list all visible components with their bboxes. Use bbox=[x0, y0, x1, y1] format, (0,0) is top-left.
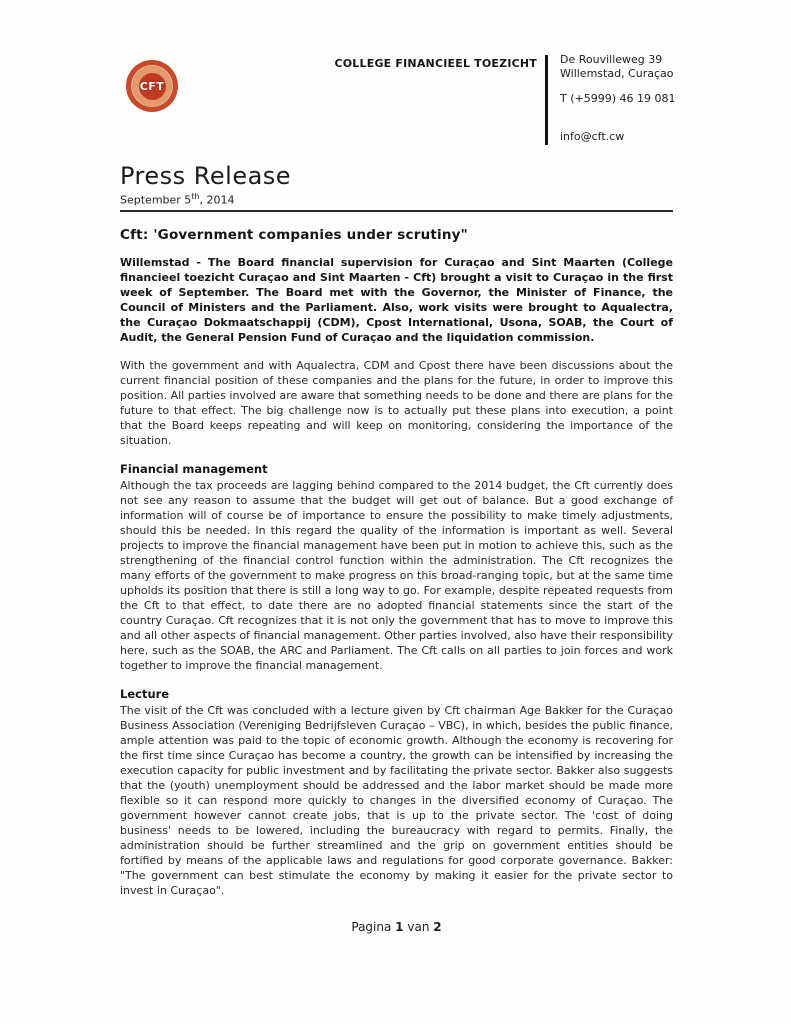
release-date-year: , 2014 bbox=[199, 193, 235, 207]
cft-logo bbox=[126, 60, 178, 112]
org-name: COLLEGE FINANCIEEL TOEZICHT bbox=[334, 57, 537, 70]
release-date bbox=[120, 192, 673, 212]
document-body bbox=[120, 161, 673, 934]
page-title: Press Release bbox=[120, 162, 292, 190]
phone-number: T (+5999) 46 19 081 bbox=[560, 92, 676, 105]
lead-paragraph: Willemstad - The Board financial supervision for Curaçao and Sint Maarten (College financieel toezicht Curaçao and Sint Maarten - Cft) brought a visit to Curaçao in the first week of September. The Board met with the Governor, the Minister of Finance, the Council of Ministers and the Parliament. Also, work visits were brought to Aqualectra, the Curaçao Dokmaatschappij (CDM), Cpost International, Usona, SOAB, the Court of Audit, the General Pension Fund of Curaçao and the liquidation commission. bbox=[120, 255, 673, 344]
header-divider bbox=[545, 55, 548, 145]
address-line-2: Willemstad, Curaçao bbox=[560, 66, 674, 80]
intro-paragraph: With the government and with Aqualectra, CDM and Cpost there have been discussions about the current financial position of these companies and the plans for the future, in order to improve this position. All parties involved are aware that something needs to be done and there are plans for the future to that effect. The big challenge now is to actually put these plans into execution, a point that the Board keeps repeating and will keep on monitoring, considering the importance of the situation. bbox=[120, 358, 673, 447]
release-date-day: September 5 bbox=[120, 193, 192, 207]
cft-logo-ring bbox=[131, 65, 173, 107]
footer-page-total: 2 bbox=[433, 919, 442, 934]
email-link[interactable]: info@cft.cw bbox=[560, 129, 625, 143]
cft-logo-text: CFT bbox=[139, 79, 165, 93]
section-heading-financial-management: Financial management bbox=[120, 461, 268, 476]
footer-label-of: van bbox=[407, 919, 430, 934]
section-body-financial-management: Although the tax proceeds are lagging behind compared to the 2014 budget, the Cft currently does not see any reason to assume that the budget will get out of balance. But a good exchange of information will of course be of importance to ensure the possibility to make timely adjustments, should this be needed. In this regard the quality of the information is important as well. Several projects to improve the financial management have been put in motion to achieve this, such as the strengthening of the financial control function within the administration. The Cft recognizes the many efforts of the government to make progress on this broad-ranging topic, but at the same time upholds its position that there is still a long way to go. For example, despite repeated requests from the Cft to that effect, to date there are no adopted financial statements since the start of the country Curaçao. Cft recognizes that it is not only the government that has to move to improve this and all other aspects of financial management. Other parties involved, also have their responsibility here, such as the SOAB, the ARC and Parliament. The Cft calls on all parties to join forces and work together to improve the financial management. bbox=[120, 478, 673, 672]
contact-block bbox=[560, 53, 676, 143]
section-heading-lecture: Lecture bbox=[120, 686, 170, 701]
footer-label-page: Pagina bbox=[351, 919, 392, 934]
page-footer bbox=[120, 920, 673, 934]
letterhead bbox=[0, 0, 791, 160]
address-line-1: De Rouvilleweg 39 bbox=[560, 53, 663, 66]
cft-logo-seal bbox=[139, 73, 166, 100]
release-date-ordinal: th bbox=[191, 192, 200, 201]
footer-page-number: 1 bbox=[395, 919, 404, 934]
headline: Cft: 'Government companies under scrutiny" bbox=[120, 226, 468, 243]
section-body-lecture: The visit of the Cft was concluded with a lecture given by Cft chairman Age Bakker for the Curaçao Business Association (Vereniging Bedrijfsleven Curaçao – VBC), in which, besides the public finance, ample attention was paid to the topic of economic growth. Although the economy is recovering for the first time since Curaçao has become a country, the growth can be intensified by increasing the execution capacity for public investment and by facilitating the private sector. Bakker also suggests that the (youth) unemployment should be addressed and the labor market should be made more flexible so it can respond more quickly to changes in the diversified economy of Curaçao. The government however cannot create jobs, that is up to the private sector. The 'cost of doing business' needs to be lowered, including the bureaucracy with regard to permits. Finally, the administration should be further streamlined and the grip on government entities should be fortified by means of the applicable laws and regulations for good corporate governance. Bakker: "The government can best stimulate the economy by making it easier for the private sector to invest in Curaçao". bbox=[120, 703, 673, 897]
